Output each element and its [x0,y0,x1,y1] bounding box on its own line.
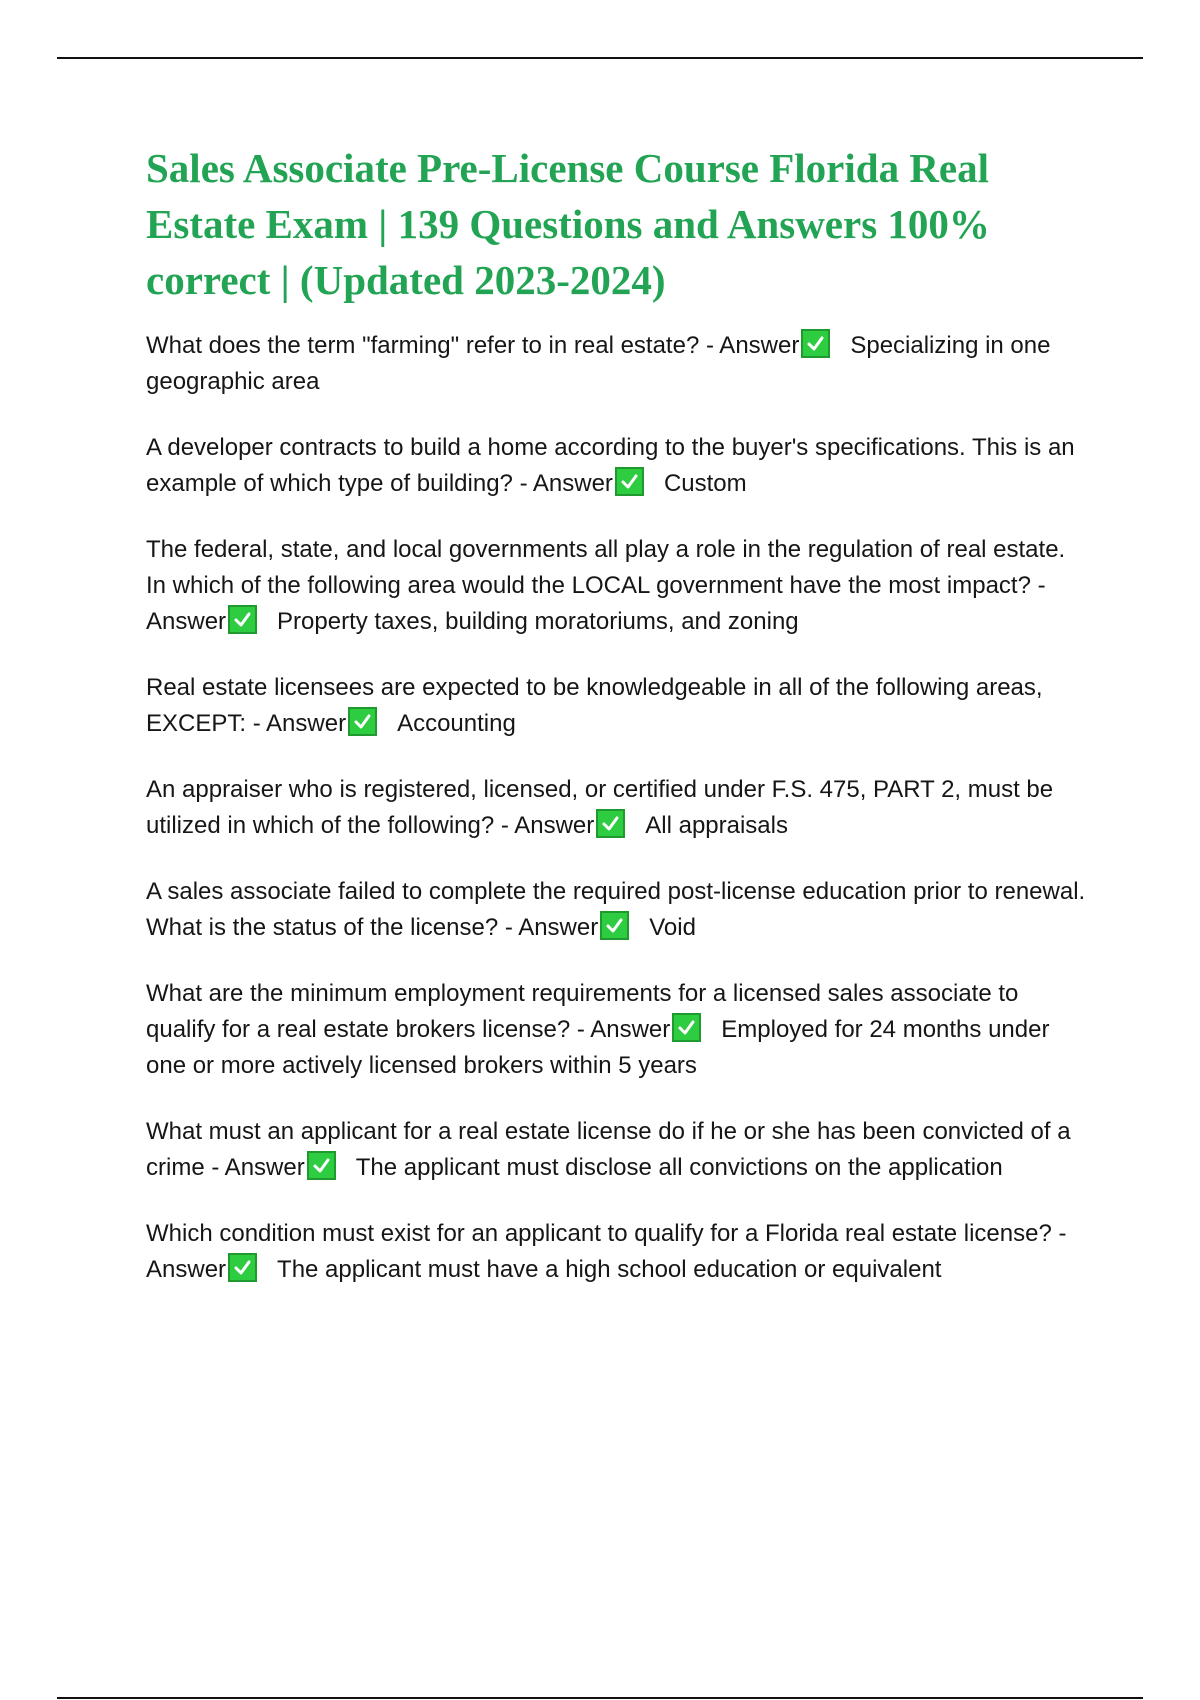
check-mark-icon [672,1013,701,1042]
answer-text: All appraisals [645,812,788,839]
check-mark-icon [596,809,625,838]
top-rule [57,57,1143,59]
check-mark-icon [348,707,377,736]
question-text: An appraiser who is registered, licensed, or certified under F.S. 475, PART 2, must be utilized in which of the following? [146,776,1054,839]
answer-text: Void [649,914,696,941]
qa-item [146,1216,1086,1288]
check-mark-icon [228,1253,257,1282]
check-mark-icon [307,1151,336,1180]
qa-item [146,976,1086,1084]
answer-text: Property taxes, building moratoriums, and zoning [277,608,799,635]
answer-text: The applicant must disclose all convictions on the application [355,1154,1003,1181]
check-mark-icon [228,605,257,634]
qa-item [146,874,1086,946]
question-text: Which condition must exist for an applicant to qualify for a Florida real estate license? [146,1220,1052,1247]
answer-label: - Answer [211,1154,305,1181]
qa-item [146,532,1086,640]
answer-text: Specializing in one geographic area [146,332,1051,395]
document-body [146,140,1086,1318]
qa-item [146,1114,1086,1186]
answer-label: - Answer [504,914,599,941]
qa-item [146,328,1086,400]
answer-label: - Answer [576,1016,671,1043]
qa-list [146,328,1086,1288]
question-text: What are the minimum employment requirements for a licensed sales associate to qualify for a real estate brokers license? [146,980,1019,1043]
question-text: The federal, state, and local governments all play a role in the regulation of real estate. In which of the following area would the LOCAL government have the most impact? [146,536,1066,599]
answer-text: Custom [663,470,747,497]
answer-label: - Answer [705,332,800,359]
question-text: What must an applicant for a real estate license do if he or she has been convicted of a crime [146,1118,1071,1181]
qa-item [146,772,1086,844]
check-mark-icon [600,911,629,940]
check-mark-icon [615,467,644,496]
answer-label: - Answer [252,710,347,737]
question-text: What does the term "farming" refer to in real estate? [146,332,700,359]
check-mark-icon [801,329,830,358]
qa-item [146,430,1086,502]
answer-label: - Answer [519,470,613,497]
qa-item [146,670,1086,742]
answer-text: Accounting [397,710,516,737]
question-text: A sales associate failed to complete the required post-license education prior to renewal. What is the status of the license? [146,878,1086,941]
answer-text: Employed for 24 months under one or more actively licensed brokers within 5 years [146,1016,1050,1079]
question-text: A developer contracts to build a home according to the buyer's specifications. This is an example of which type of building? [146,434,1075,497]
answer-label: - Answer [500,812,595,839]
question-text: Real estate licensees are expected to be knowledgeable in all of the following areas, EXCEPT: [146,674,1043,737]
answer-label: - Answer [146,1220,1067,1283]
bottom-rule [57,1697,1143,1699]
answer-label: - Answer [146,572,1046,635]
document-title: Sales Associate Pre-License Course Florida Real Estate Exam | 139 Questions and Answers 100% correct | (Updated 2023-2024) [146,145,990,303]
answer-text: The applicant must have a high school education or equivalent [277,1256,942,1283]
